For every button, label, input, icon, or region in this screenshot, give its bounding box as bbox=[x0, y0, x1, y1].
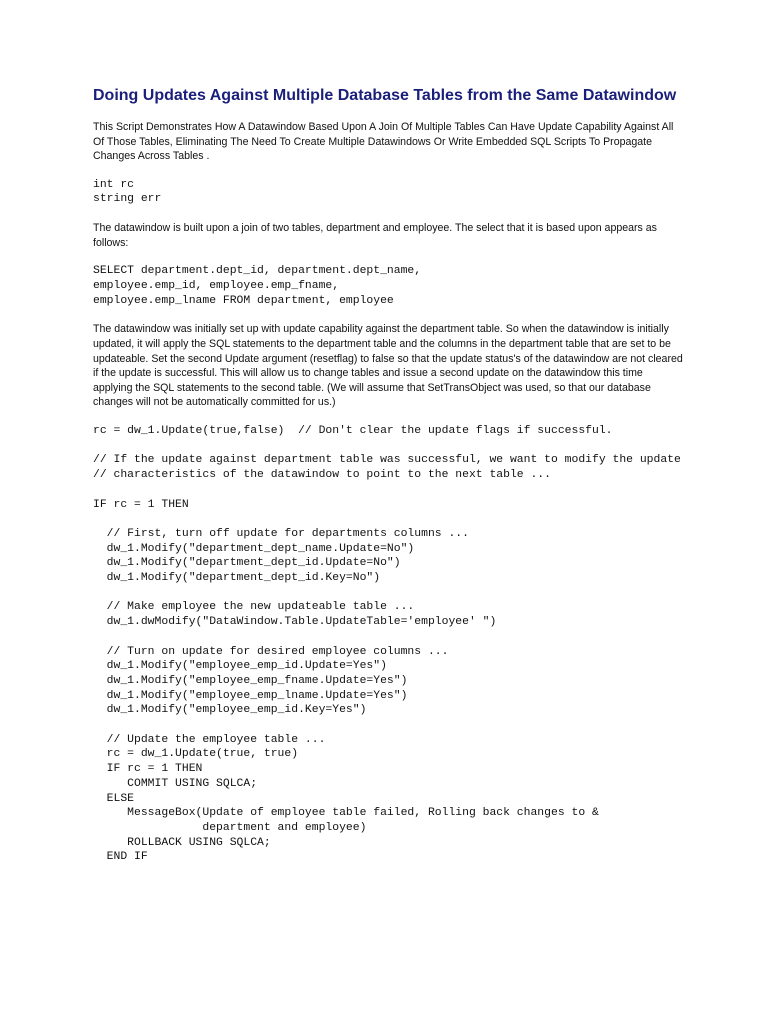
code-line: COMMIT USING SQLCA; bbox=[93, 777, 258, 790]
code-line: // Make employee the new updateable table ... bbox=[93, 601, 415, 614]
document-title: Doing Updates Against Multiple Database Tables from the Same Datawindow bbox=[93, 87, 677, 104]
document-page bbox=[93, 86, 683, 865]
code-line: department and employee) bbox=[93, 822, 367, 834]
code-line bbox=[93, 630, 683, 645]
code-line: // First, turn off update for departments columns ... bbox=[93, 527, 469, 540]
code-line: ROLLBACK USING SQLCA; bbox=[93, 836, 271, 849]
select-line-3: employee.emp_lname FROM department, employee bbox=[93, 294, 394, 307]
code-declaration-1: int rc bbox=[93, 178, 135, 191]
code-line: END IF bbox=[93, 851, 148, 864]
code-update-call: rc = dw_1.Update(true,false) // Don't clear the update flags if successful. bbox=[93, 425, 613, 438]
code-line: dw_1.Modify("employee_emp_fname.Update=Yes") bbox=[93, 674, 408, 687]
code-line: dw_1.Modify("department_dept_id.Key=No") bbox=[93, 572, 381, 585]
code-line: rc = dw_1.Update(true, true) bbox=[93, 748, 299, 761]
select-line-2: employee.emp_id, employee.emp_fname, bbox=[93, 280, 340, 293]
code-line: MessageBox(Update of employee table failed, Rolling back changes to & bbox=[93, 807, 599, 820]
code-comment-1: // If the update against department table was successful, we want to modify the update bbox=[93, 454, 681, 467]
intro-paragraph: This Script Demonstrates How A Datawindow Based Upon A Join Of Multiple Tables Can Have Update Capability Against All Of Those Tables, Eliminating The Need To Create Multiple Datawindows Or Write Embedded SQL Scripts To Propagate Changes Across Tables . bbox=[93, 121, 674, 163]
code-line: // Turn on update for desired employee columns ... bbox=[93, 645, 449, 658]
code-line bbox=[93, 586, 683, 601]
code-line: IF rc = 1 THEN bbox=[93, 763, 203, 776]
code-line: ELSE bbox=[93, 792, 135, 805]
code-line bbox=[93, 512, 683, 527]
code-line: dw_1.Modify("employee_emp_id.Key=Yes") bbox=[93, 704, 367, 717]
code-line: IF rc = 1 THEN bbox=[93, 498, 189, 511]
code-block bbox=[93, 498, 683, 866]
code-line: // Update the employee table ... bbox=[93, 733, 326, 746]
code-line: dw_1.Modify("employee_emp_id.Update=Yes") bbox=[93, 660, 387, 673]
code-comment-2: // characteristics of the datawindow to point to the next table ... bbox=[93, 469, 551, 482]
join-paragraph: The datawindow is built upon a join of two tables, department and employee. The select that it is based upon appears as follows: bbox=[93, 222, 657, 249]
code-declaration-2: string err bbox=[93, 193, 162, 206]
update-paragraph: The datawindow was initially set up with update capability against the department table. So when the datawindow is initially updated, it will apply the SQL statements to the department table and the columns in the department table that are set to be updateable. Set the second Update argument (resetflag) to false so that the update status's of the datawindow are not cleared if the update is successful. This will allow us to change tables and issue a second update on the datawindow this time applying the SQL statements to the second table. (We will assume that SetTransObject was used, so that our database changes will not be automatically committed for us.) bbox=[93, 323, 683, 409]
select-line-1: SELECT department.dept_id, department.dept_name, bbox=[93, 265, 422, 278]
code-line: dw_1.Modify("department_dept_name.Update=No") bbox=[93, 542, 415, 555]
code-line: dw_1.dwModify("DataWindow.Table.UpdateTable='employee' ") bbox=[93, 616, 497, 629]
code-line: dw_1.Modify("department_dept_id.Update=No") bbox=[93, 557, 401, 570]
code-line: dw_1.Modify("employee_emp_lname.Update=Yes") bbox=[93, 689, 408, 702]
code-line bbox=[93, 718, 683, 733]
